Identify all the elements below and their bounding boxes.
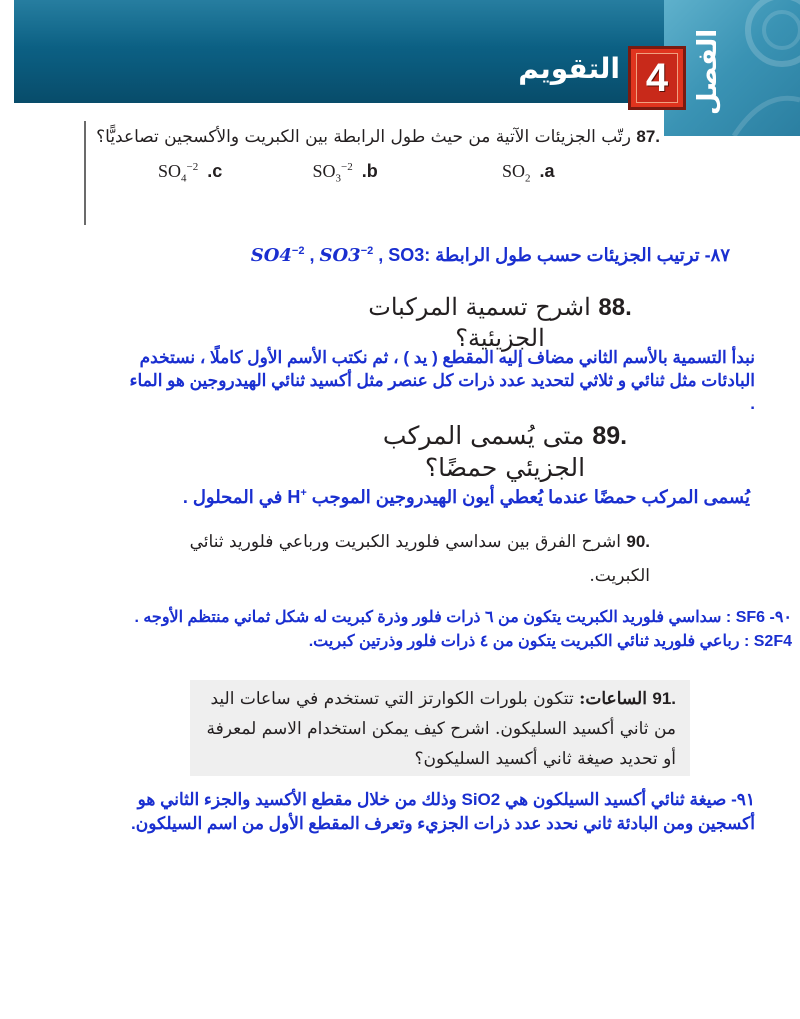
question-text: اشرح تسمية المركبات الجزيئية؟ bbox=[368, 293, 591, 352]
question-text: رتّب الجزيئات الآتية من حيث طول الرابطة بين الكبريت والأكسجين تصاعديًّا؟ bbox=[96, 127, 631, 147]
question-90 bbox=[170, 525, 650, 593]
question-number: 89. bbox=[592, 422, 628, 450]
question-91 bbox=[190, 680, 690, 776]
banner-shine bbox=[14, 0, 664, 48]
question-87-options bbox=[86, 151, 660, 195]
answer-90 bbox=[0, 606, 792, 654]
option-b: $SO_3^{-2}$ .b bbox=[312, 161, 378, 185]
chapter-number-badge bbox=[628, 46, 686, 110]
question-87 bbox=[84, 121, 662, 225]
option-c: $SO_4^{-2}$ .c bbox=[158, 161, 223, 185]
question-text: اشرح الفرق بين سداسي فلوريد الكبريت ورباعي فلوريد ثنائي الكبريت. bbox=[189, 532, 650, 586]
question-text: تتكون بلورات الكوارتز التي تستخدم في ساعات اليد من ثاني أكسيد السليكون. اشرح كيف يمكن استخدام الاسم لمعرفة أو تحديد صيغة ثاني أكسيد السليكون؟ bbox=[206, 689, 676, 769]
chapter-number: 4 bbox=[636, 53, 678, 103]
question-number: 87. bbox=[636, 127, 660, 146]
question-88 bbox=[350, 292, 650, 353]
answer-90-line-2: S2F4 : رباعي فلوريد ثنائي الكبريت يتكون من ٤ ذرات فلور وذرتين كبريت. bbox=[308, 633, 792, 650]
question-text: متى يُسمى المركب الجزيئي حمضًا؟ bbox=[382, 421, 586, 482]
hydrogen-ion: H+ bbox=[287, 487, 307, 507]
chapter-side-label: الفصل bbox=[693, 28, 723, 116]
question-number: 88. bbox=[598, 294, 632, 321]
answer-91: ٩١- صيغة ثنائي أكسيد السيلكون هي SiO2 وذلك من خلال مقطع الأكسيد والجزء الثاني هو أكسجين ومن البادئة ثاني نحدد عدد ذرات الجزيء وتعرف المقطع الأول من اسم السيلكون. bbox=[130, 790, 755, 833]
question-87-line bbox=[86, 121, 660, 153]
answer-88: نبدأ التسمية بالأسم الثاني مضاف إليه المقطع ( يد ) ، ثم نكتب الأسم الأول كاملًا ، نستخدم البادئات مثل ثنائي و ثلاثي لتحديد عدد ذرات كل عنصر مثل أكسيد ثنائي الهيدروجين هو الماء . bbox=[129, 348, 755, 413]
question-89 bbox=[340, 420, 670, 484]
question-number: 91. bbox=[652, 689, 676, 708]
page-title: التقويم bbox=[518, 52, 620, 85]
answer-89: يُسمى المركب حمضًا عندما يُعطي أيون الهيدروجين الموجب H+ في المحلول . bbox=[182, 487, 750, 507]
question-number: 90. bbox=[626, 532, 650, 551]
answer-90-line-1: ٩٠- SF6 : سداسي فلوريد الكبريت يتكون من ٦ ذرات فلور وذرة كبريت له شكل ثماني منتظم الأوجه . bbox=[134, 609, 792, 626]
option-a: $SO_2$ .a bbox=[502, 161, 555, 185]
answer-87-prefix: ٨٧- ترتيب الجزيئات حسب طول الرابطة : bbox=[424, 245, 730, 265]
question-label: الساعات: bbox=[579, 689, 647, 709]
answer-87 bbox=[150, 240, 730, 267]
answer-87-order: $SO4^{-2}$ , $SO3^{-2}$ , SO3 bbox=[250, 245, 425, 266]
